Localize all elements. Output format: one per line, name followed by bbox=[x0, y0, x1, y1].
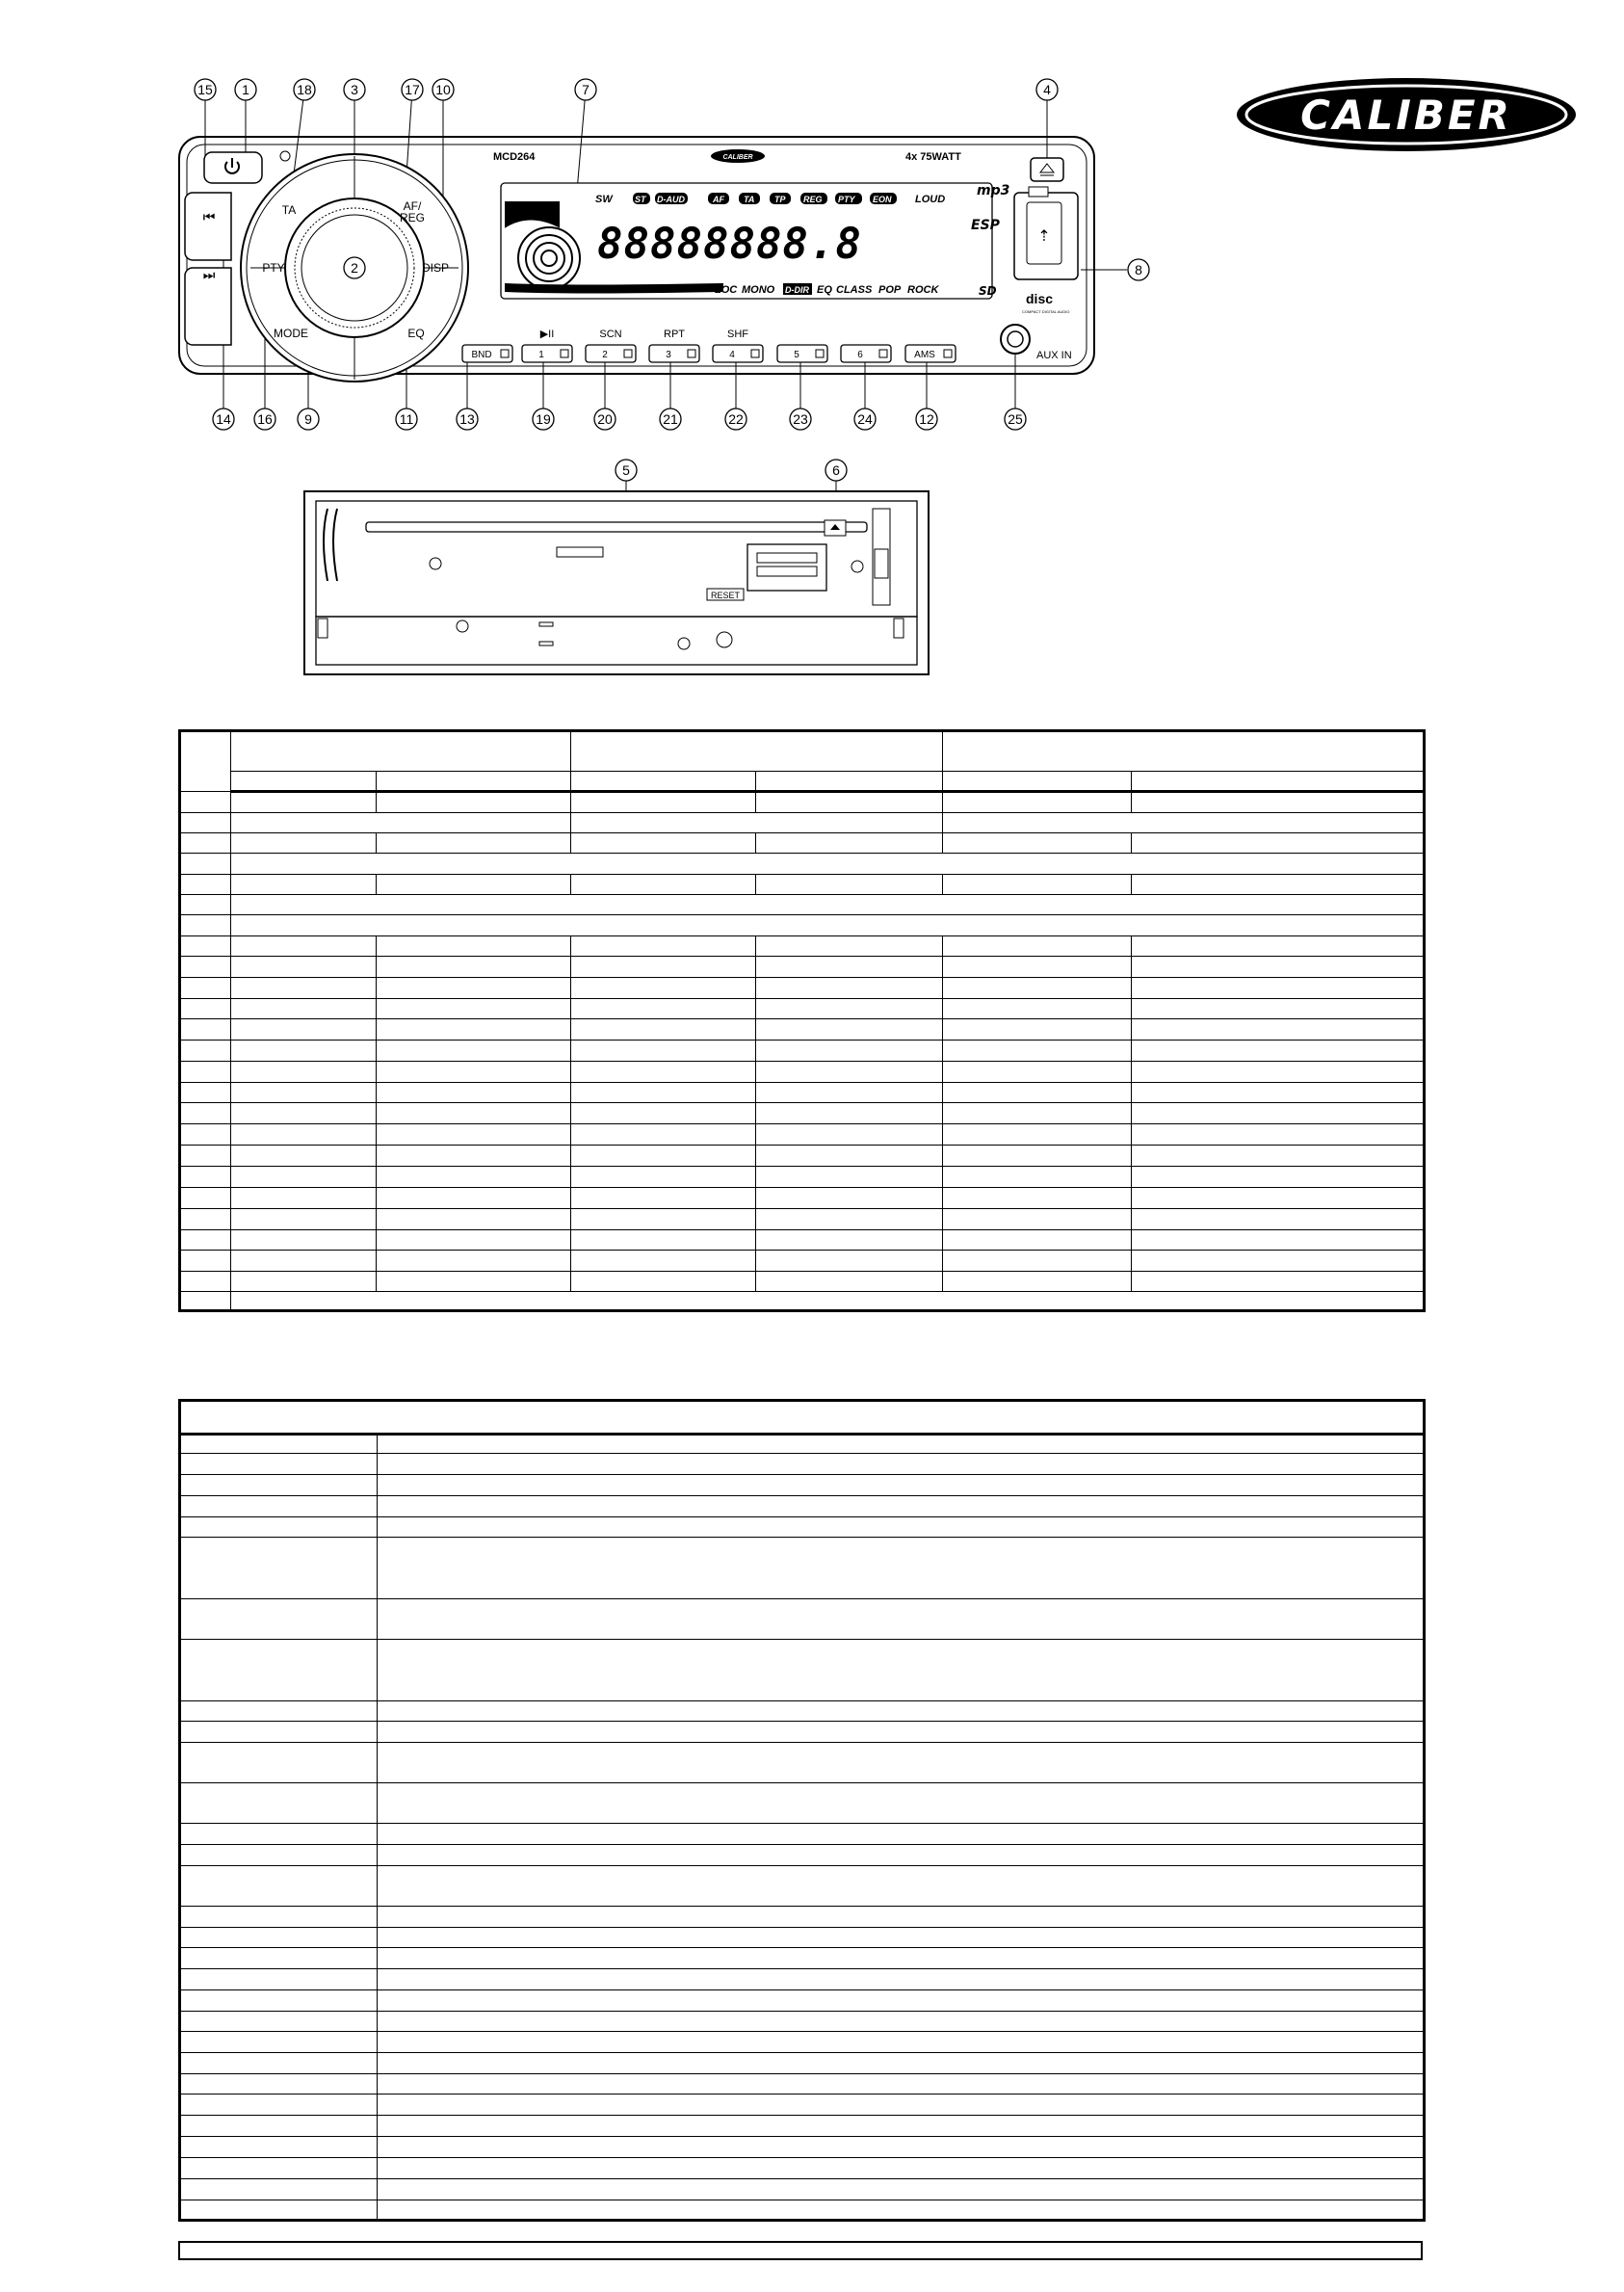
ind-reg: REG bbox=[803, 195, 823, 204]
table2-row bbox=[180, 1454, 378, 1475]
table1-header-cell bbox=[943, 731, 1425, 772]
table2-row bbox=[180, 1907, 378, 1928]
badge-text: CALIBER bbox=[722, 154, 753, 161]
table1-row bbox=[180, 875, 231, 895]
callout-21: 21 bbox=[663, 411, 678, 427]
callout-19: 19 bbox=[536, 411, 551, 427]
preset-1-label: ▶II bbox=[539, 329, 555, 340]
preset-3-label: RPT bbox=[664, 329, 685, 340]
table2-row bbox=[180, 1743, 378, 1783]
preset-5-number: 5 bbox=[794, 350, 799, 360]
table2-row bbox=[180, 2032, 378, 2053]
table2-row bbox=[180, 1845, 378, 1866]
table2-row bbox=[180, 1783, 378, 1824]
callout-9: 9 bbox=[304, 411, 312, 427]
disc-logo-sub: COMPACT DIGITAL AUDIO bbox=[1022, 309, 1070, 314]
ind-class: CLASS bbox=[836, 284, 873, 296]
spec-table-2 bbox=[178, 1399, 1426, 2222]
callout-12: 12 bbox=[919, 411, 934, 427]
ind-loud: LOUD bbox=[915, 194, 946, 205]
table1-row bbox=[180, 895, 231, 915]
table2-row bbox=[180, 2053, 378, 2074]
table2-header bbox=[180, 1401, 1425, 1435]
table2-row bbox=[180, 2179, 378, 2200]
ind-loc: LOC bbox=[715, 284, 738, 296]
table1-row bbox=[180, 957, 231, 978]
callout-14: 14 bbox=[216, 411, 231, 427]
table1-row bbox=[180, 792, 231, 813]
callout-1: 1 bbox=[242, 82, 249, 97]
callout-8: 8 bbox=[1135, 262, 1142, 277]
table1-subheader-cell bbox=[377, 772, 571, 792]
table2-row bbox=[180, 1969, 378, 1990]
callout-17: 17 bbox=[405, 82, 420, 97]
table2-row bbox=[180, 2116, 378, 2137]
table1-header-cell bbox=[571, 731, 943, 772]
callout-7: 7 bbox=[582, 82, 589, 97]
table2-row bbox=[180, 1496, 378, 1517]
table2-row bbox=[180, 1435, 378, 1454]
label-mp3: mp3 bbox=[977, 183, 1010, 198]
table1-subheader-cell bbox=[571, 772, 756, 792]
callout-24: 24 bbox=[857, 411, 873, 427]
table1-row bbox=[180, 936, 231, 957]
table2-row bbox=[180, 1538, 378, 1599]
callout-11: 11 bbox=[399, 411, 414, 427]
table1-row bbox=[180, 1251, 231, 1272]
ta-button: TA bbox=[281, 203, 297, 217]
usb-icon: ⇡ bbox=[1037, 228, 1051, 245]
table1-row bbox=[180, 1083, 231, 1103]
table1-row bbox=[180, 1167, 231, 1188]
callout-25: 25 bbox=[1008, 411, 1023, 427]
mode-button: MODE bbox=[274, 327, 308, 340]
table2-row bbox=[180, 1948, 378, 1969]
ind-ta: TA bbox=[744, 195, 755, 204]
rear-panel-diagram bbox=[299, 453, 934, 679]
aux-in-jack bbox=[1001, 325, 1030, 354]
callout-10: 10 bbox=[435, 82, 451, 97]
table2-row bbox=[180, 1701, 378, 1722]
knob-callout: 2 bbox=[351, 260, 358, 276]
table1-row bbox=[180, 1019, 231, 1041]
aux-in-label: AUX IN bbox=[1036, 350, 1072, 361]
af-reg-button-line1: AF/ bbox=[403, 199, 422, 213]
eq-button: EQ bbox=[407, 327, 425, 340]
table2-row bbox=[180, 2200, 378, 2221]
model-label: MCD264 bbox=[493, 151, 536, 163]
table2-row bbox=[180, 1866, 378, 1907]
table1-row bbox=[180, 1124, 231, 1146]
table2-row bbox=[180, 1475, 378, 1496]
prev-track-button bbox=[185, 193, 231, 260]
table1-subheader-cell bbox=[943, 772, 1132, 792]
table2-row bbox=[180, 2158, 378, 2179]
preset-1-number: 1 bbox=[538, 350, 544, 360]
preset-6-number: 6 bbox=[857, 350, 863, 360]
table1-row bbox=[180, 1292, 231, 1311]
disc-logo: disc bbox=[1026, 291, 1054, 306]
table1-subheader-cell bbox=[756, 772, 943, 792]
ind-d-dir: D-DIR bbox=[785, 285, 809, 295]
table1-row bbox=[180, 915, 231, 936]
table2-row bbox=[180, 1599, 378, 1640]
eject-button bbox=[1031, 158, 1063, 181]
table2-row bbox=[180, 1990, 378, 2012]
callout-20: 20 bbox=[597, 411, 613, 427]
table2-row bbox=[180, 1722, 378, 1743]
next-icon: ⏭ bbox=[202, 267, 216, 282]
callouts-top bbox=[195, 79, 1058, 100]
table1-subheader-cell bbox=[231, 772, 377, 792]
ind-eon: EON bbox=[873, 195, 892, 204]
ind-tp: TP bbox=[774, 195, 786, 204]
logo-text: CALIBER bbox=[1300, 92, 1512, 139]
preset-3-number: 3 bbox=[666, 350, 671, 360]
caliber-logo bbox=[1233, 75, 1580, 154]
callout-5: 5 bbox=[622, 462, 630, 478]
bnd-label: BND bbox=[471, 350, 492, 360]
table1-row bbox=[180, 1041, 231, 1062]
ind-pty: PTY bbox=[838, 195, 855, 204]
preset-6-button bbox=[841, 345, 891, 362]
table1-header-cell bbox=[231, 731, 571, 772]
table2-row bbox=[180, 2137, 378, 2158]
callout-18: 18 bbox=[297, 82, 312, 97]
preset-4-label: SHF bbox=[727, 329, 748, 340]
af-reg-button-line2: REG bbox=[399, 211, 426, 224]
table2-row bbox=[180, 1517, 378, 1538]
table2-row bbox=[180, 1824, 378, 1845]
spec-table-1 bbox=[178, 729, 1426, 1312]
table1-row bbox=[180, 854, 231, 875]
table1-subheader-cell bbox=[1132, 772, 1425, 792]
ind-sw: SW bbox=[595, 194, 613, 205]
ind-af: AF bbox=[713, 195, 724, 204]
segment-display: 88888888.8 bbox=[597, 220, 862, 269]
label-esp: ESP bbox=[971, 218, 1000, 233]
prev-icon: ⏮ bbox=[202, 209, 216, 224]
preset-2-number: 2 bbox=[602, 350, 608, 360]
callout-16: 16 bbox=[257, 411, 273, 427]
table2-row bbox=[180, 1928, 378, 1948]
callout-22: 22 bbox=[728, 411, 744, 427]
table1-row bbox=[180, 999, 231, 1019]
table1-row bbox=[180, 1209, 231, 1230]
table1-row bbox=[180, 1146, 231, 1167]
preset-1-button bbox=[522, 345, 572, 362]
ind-pop: POP bbox=[878, 284, 902, 296]
table1-header-cell bbox=[180, 731, 231, 792]
table1-row bbox=[180, 1230, 231, 1251]
ind-st: ST bbox=[635, 195, 646, 204]
callout-3: 3 bbox=[351, 82, 358, 97]
table1-row bbox=[180, 833, 231, 854]
power-rating: 4x 75WATT bbox=[905, 151, 961, 163]
table2-row bbox=[180, 2094, 378, 2116]
table1-row bbox=[180, 1062, 231, 1083]
table1-row bbox=[180, 1272, 231, 1292]
preset-5-button bbox=[777, 345, 827, 362]
table1-row bbox=[180, 1103, 231, 1124]
disp-button: DISP bbox=[421, 261, 450, 275]
preset-2-button bbox=[586, 345, 636, 362]
table2-row bbox=[180, 2012, 378, 2032]
ind-eq: EQ bbox=[817, 284, 832, 296]
label-sd: SD bbox=[979, 284, 997, 298]
preset-4-number: 4 bbox=[729, 350, 735, 360]
table1-row bbox=[180, 1188, 231, 1209]
table1-row bbox=[180, 813, 231, 833]
callout-4: 4 bbox=[1043, 82, 1051, 97]
callout-23: 23 bbox=[793, 411, 808, 427]
footer-box bbox=[178, 2241, 1423, 2260]
preset-3-button bbox=[649, 345, 699, 362]
preset-4-button bbox=[713, 345, 763, 362]
table2-row bbox=[180, 1640, 378, 1701]
table1-row bbox=[180, 978, 231, 999]
table2-row bbox=[180, 2074, 378, 2094]
ind-rock: ROCK bbox=[907, 284, 939, 296]
callout-15: 15 bbox=[197, 82, 213, 97]
reset-label: RESET bbox=[710, 591, 741, 600]
ind-mono: MONO bbox=[742, 284, 775, 296]
ams-label: AMS bbox=[914, 350, 935, 360]
disc-slot bbox=[366, 522, 867, 532]
ind-d-aud: D-AUD bbox=[657, 195, 685, 204]
callout-13: 13 bbox=[459, 411, 475, 427]
preset-2-label: SCN bbox=[599, 329, 622, 340]
front-panel-diagram bbox=[144, 67, 1204, 443]
callout-6: 6 bbox=[832, 462, 840, 478]
pty-button: PTY bbox=[262, 261, 285, 275]
